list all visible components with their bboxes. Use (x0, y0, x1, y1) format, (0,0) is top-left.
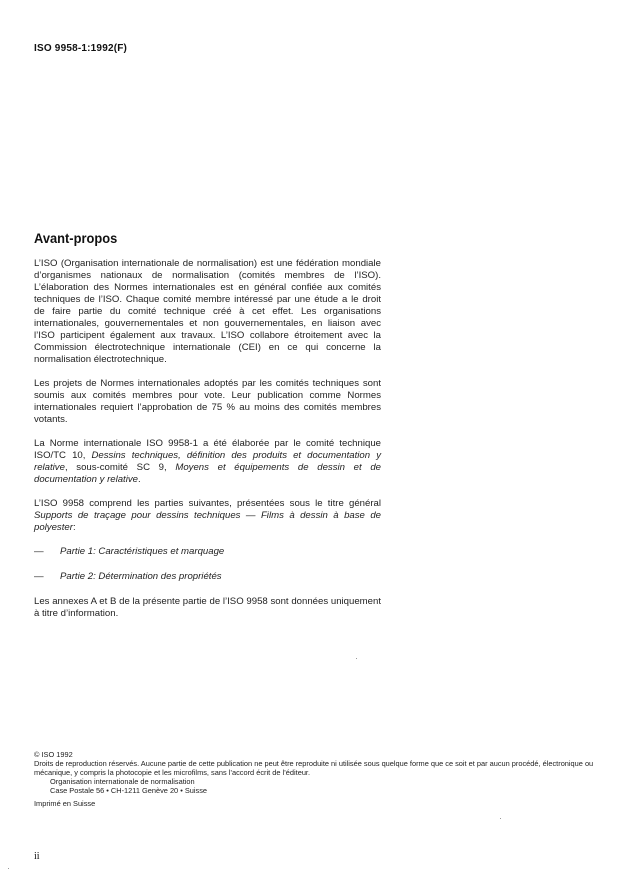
scan-speck (500, 818, 501, 819)
scan-speck (356, 658, 357, 659)
paragraph-iso-intro: L’ISO (Organisation internationale de normalisation) est une fédération mondiale d’organismes nationaux de normalisation (comités membres de l’ISO). L’élaboration des Normes internationales est en général confiée aux comités techniques de l’ISO. Chaque comité membre intéressé par une étude a le droit de faire partie du comité technique créé à cet effet. Les organisations internationales, gouvernementales et non gouvernementales, en liaison avec l’ISO participent également aux travaux. L’ISO collabore étroitement avec la Commission électrotechnique internationale (CEI) en ce qui concerne la normalisation électrotechnique. (34, 258, 381, 365)
organisation-address: Case Postale 56 • CH-1211 Genève 20 • Suisse (50, 786, 208, 795)
list-dash: — (34, 546, 44, 557)
document-identifier: ISO 9958-1:1992(F) (34, 43, 128, 54)
general-title-italic: Supports de traçage pour dessins techniques — Films à dessin à base de polyester (34, 510, 381, 533)
list-item-part-1 (34, 546, 381, 558)
parts-text-1: L’ISO 9958 comprend les parties suivantes, présentées sous le titre général (34, 498, 381, 509)
paragraph-parts (34, 498, 381, 534)
committee-text-1: La Norme internationale ISO 9958-1 a été élaborée par le comité technique ISO/TC 10, (34, 438, 381, 461)
copyright-notice (34, 750, 594, 808)
page-number: ii (34, 851, 40, 862)
foreword-body (34, 258, 381, 632)
list-dash: — (34, 571, 44, 582)
printed-in: Imprimé en Suisse (34, 799, 96, 808)
paragraph-annexes: Les annexes A et B de la présente partie de l’ISO 9958 sont données uniquement à titre d’information. (34, 596, 381, 619)
committee-name-italic: Dessins techniques, définition des produits et documentation y relative (34, 450, 381, 473)
list-item-text: Partie 1: Caractéristiques et marquage (60, 546, 225, 557)
paragraph-voting: Les projets de Normes internationales adoptés par les comités techniques sont soumis aux comités membres pour vote. Leur publication comme Normes internationales requiert l’approbation de 75 % au moins des comités membres votants. (34, 378, 381, 425)
reproduction-rights: Droits de reproduction réservés. Aucune partie de cette publication ne peut être reproduite ni utilisée sous quelque forme que ce soit et par aucun procédé, électronique ou mécanique, y compris la photocopie et les microfilms, sans l’accord écrit de l’éditeur. (34, 759, 594, 777)
list-item-part-2 (34, 571, 381, 583)
list-item-text: Partie 2: Détermination des propriétés (60, 571, 222, 582)
committee-text-2: , sous-comité SC 9, (64, 462, 176, 473)
organisation-name: Organisation internationale de normalisation (50, 777, 195, 786)
committee-text-3: . (138, 474, 141, 485)
subcommittee-name-italic: Moyens et équipements de dessin et de documentation y relative (34, 462, 381, 485)
scan-speck (8, 868, 9, 869)
section-title: Avant-propos (34, 230, 118, 246)
parts-text-2: : (72, 522, 76, 533)
copyright-line: © ISO 1992 (34, 750, 73, 759)
paragraph-committee (34, 438, 381, 486)
